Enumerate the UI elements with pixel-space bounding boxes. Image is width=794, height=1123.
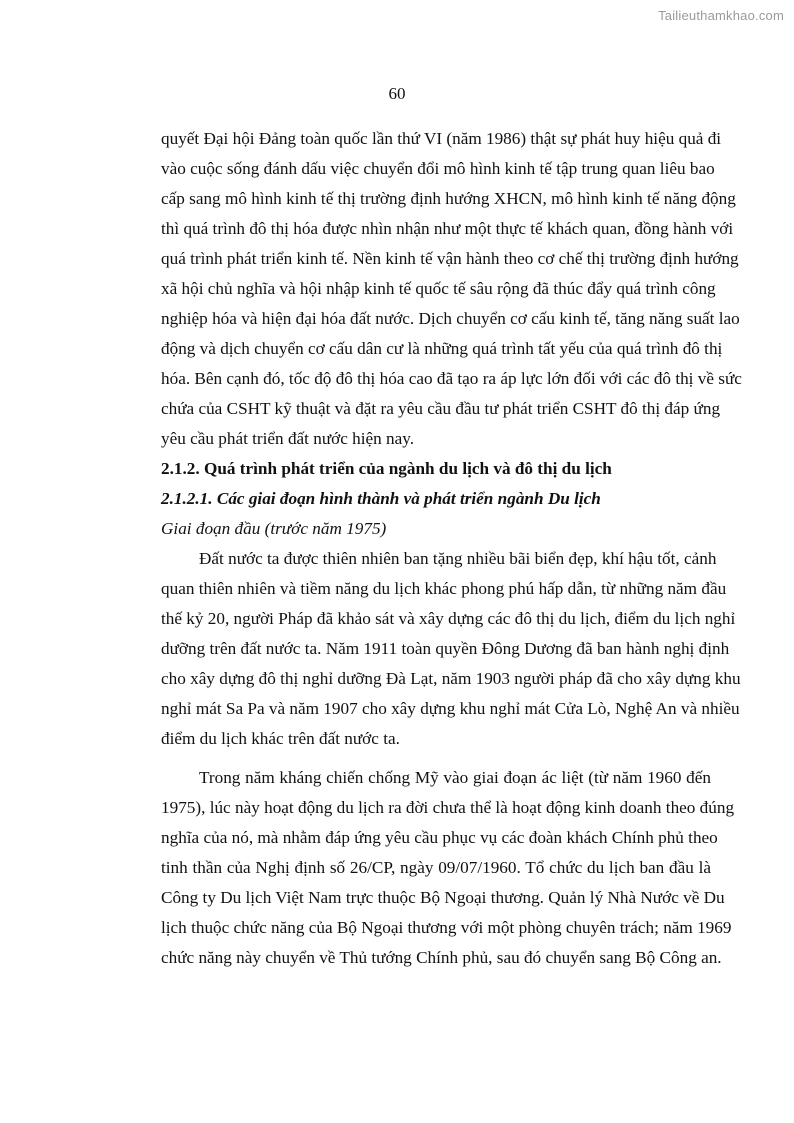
text-line: nghĩa của nó, mà nhằm đáp ứng yêu cầu phục vụ các đoàn khách Chính phủ theo [161,828,718,847]
paragraph-2 [161,544,741,754]
text-line: hóa. Bên cạnh đó, tốc độ đô thị hóa cao đã tạo ra áp lực lớn đối với các đô thị về sức [161,369,742,388]
text-line: điểm du lịch khác trên đất nước ta. [161,729,400,748]
text-line: thì quá trình đô thị hóa được nhìn nhận như một thực tế khách quan, đồng hành với [161,219,734,238]
text-line: thế kỷ 20, người Pháp đã khảo sát và xây dựng các đô thị du lịch, điểm du lịch nghỉ [161,609,736,628]
text-line: quá trình phát triển kinh tế. Nền kinh tế vận hành theo cơ chế thị trường định hướng [161,249,739,268]
text-line: chức năng này chuyển về Thủ tướng Chính phủ, sau đó chuyển sang Bộ Công an. [161,948,722,967]
text-line: cấp sang mô hình kinh tế thị trường định hướng XHCN, mô hình kinh tế năng động [161,189,736,208]
text-line: động và dịch chuyển cơ cấu dân cư là những quá trình tất yếu của quá trình đô thị [161,339,723,358]
text-line: Đất nước ta được thiên nhiên ban tặng nhiều bãi biển đẹp, khí hậu tốt, cảnh [199,549,717,568]
paragraph-3 [161,763,735,973]
text-line: tinh thần của Nghị định số 26/CP, ngày 09/07/1960. Tổ chức du lịch ban đầu là [161,858,711,877]
page-number: 60 [388,84,406,103]
text-line: Công ty Du lịch Việt Nam trực thuộc Bộ Ngoại thương. Quản lý Nhà Nước về Du [161,888,725,907]
paragraph-1 [161,124,742,454]
text-line: cho xây dựng đô thị nghỉ dưỡng Đà Lạt, năm 1903 người pháp đã cho xây dựng khu [161,669,741,688]
text-line: lịch thuộc chức năng của Bộ Ngoại thương với một phòng chuyên trách; năm 1969 [161,918,732,937]
watermark: Tailieuthamkhao.com [658,8,784,23]
section-heading-2-1-2: 2.1.2. Quá trình phát triển của ngành du lịch và đô thị du lịch [161,459,612,478]
text-line: 1975), lúc này hoạt động du lịch ra đời chưa thể là hoạt động kinh doanh theo đúng [161,798,735,817]
text-line: quyết Đại hội Đảng toàn quốc lần thứ VI (năm 1986) thật sự phát huy hiệu quả đi [161,129,722,148]
text-line: yêu cầu phát triển đất nước hiện nay. [161,429,415,448]
text-line: vào cuộc sống đánh dấu việc chuyển đổi mô hình kinh tế tập trung quan liêu bao [161,159,715,178]
period-subheading: Giai đoạn đầu (trước năm 1975) [161,519,387,538]
text-line: Trong năm kháng chiến chống Mỹ vào giai đoạn ác liệt (từ năm 1960 đến [199,768,711,787]
paragraph-spacer [161,754,711,763]
page-content [161,124,742,973]
text-line: xã hội chủ nghĩa và hội nhập kinh tế quốc tế sâu rộng đã thúc đẩy quá trình công [161,279,716,298]
text-line: quan thiên nhiên và tiềm năng du lịch khác phong phú hấp dẫn, từ những năm đầu [161,579,727,598]
text-line: dưỡng trên đất nước ta. Năm 1911 toàn quyền Đông Dương đã ban hành nghị định [161,639,730,658]
section-heading-2-1-2-1: 2.1.2.1. Các giai đoạn hình thành và phát triển ngành Du lịch [161,489,601,508]
text-line: chứa của CSHT kỹ thuật và đặt ra yêu cầu đầu tư phát triển CSHT đô thị đáp ứng [161,399,721,418]
text-line: nghỉ mát Sa Pa và năm 1907 cho xây dựng khu nghỉ mát Cửa Lò, Nghệ An và nhiều [161,699,740,718]
text-line: nghiệp hóa và hiện đại hóa đất nước. Dịch chuyển cơ cấu kinh tế, tăng năng suất lao [161,309,740,328]
